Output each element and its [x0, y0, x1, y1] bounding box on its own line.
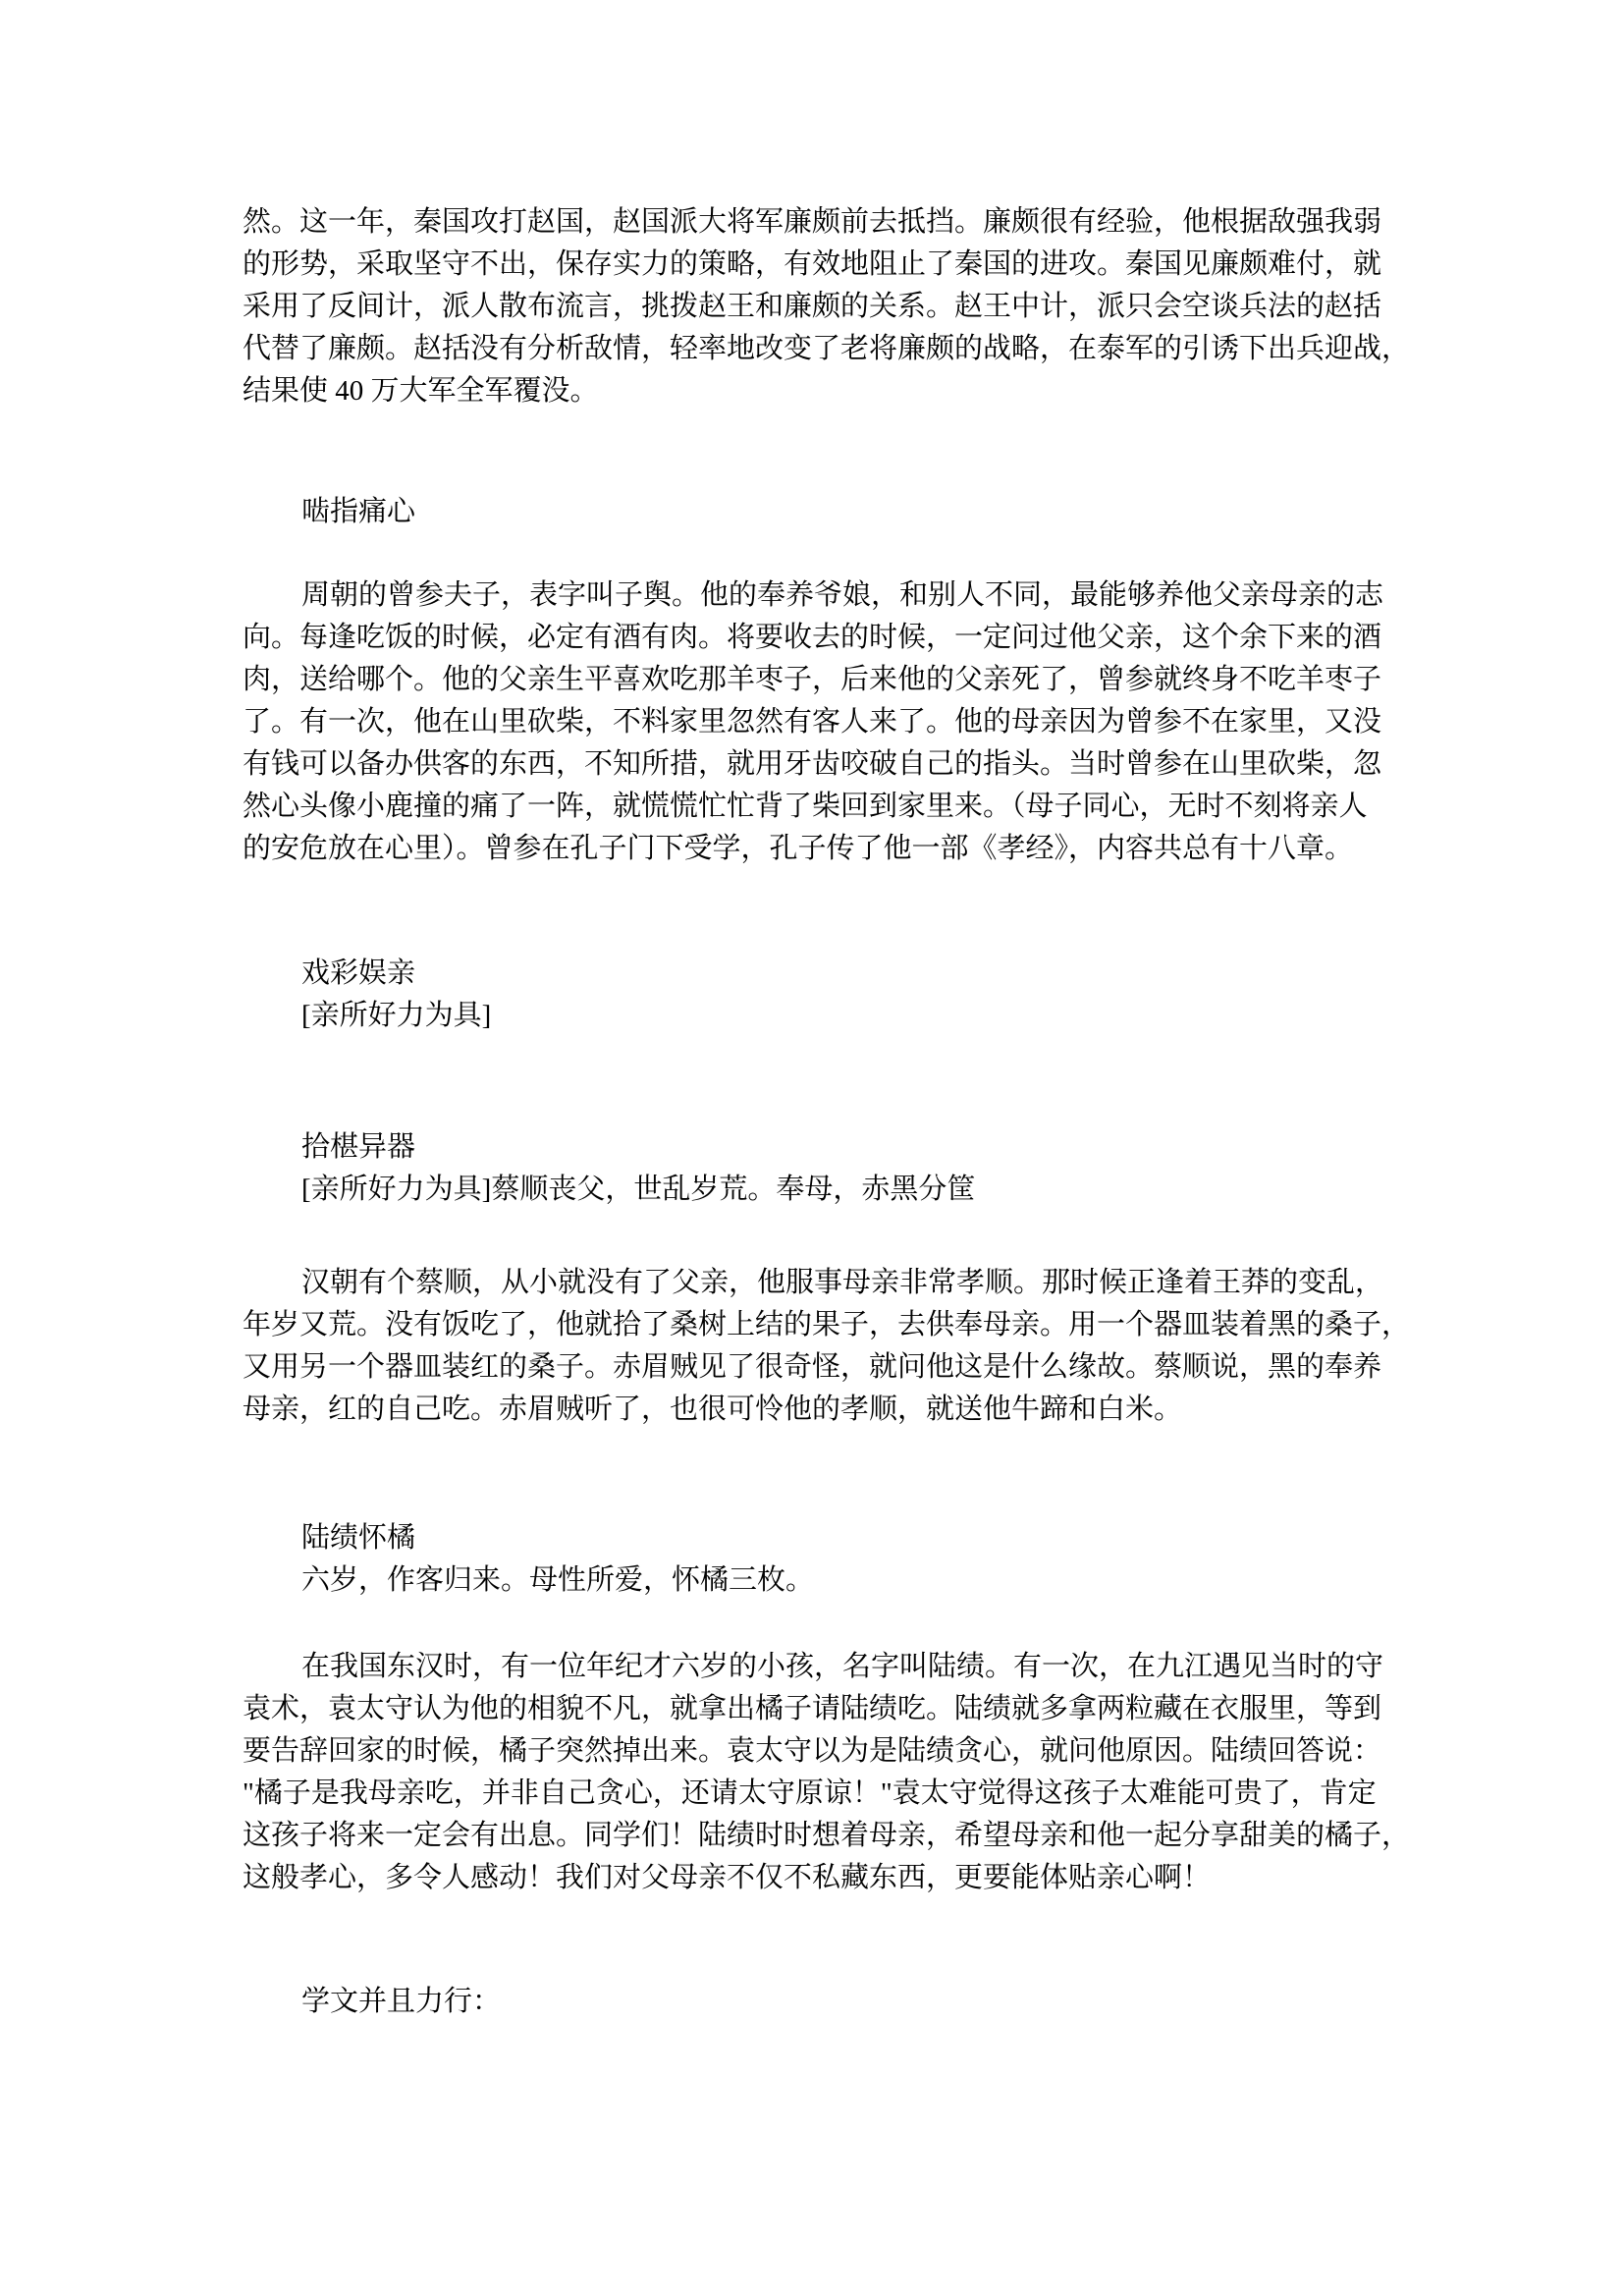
- body-line: 的安危放在心里）。曾参在孔子门下受学，孔子传了他一部《孝经》，内容共总有十八章。: [243, 833, 1354, 864]
- heading-line: 六岁，作客归来。母性所爱，怀橘三枚。: [301, 1564, 815, 1596]
- heading-line: 拾椹异器: [301, 1131, 416, 1163]
- body-line: 又用另一个器皿装红的桑子。赤眉贼见了很奇怪，就问他这是什么缘故。蔡顺说，黑的奉养: [243, 1351, 1382, 1383]
- heading-line: 啮指痛心: [301, 496, 416, 527]
- body-line: 要告辞回家的时候，橘子突然掉出来。袁太守以为是陆绩贪心，就问他原因。陆绩回答说：: [243, 1735, 1382, 1767]
- heading-line: [亲所好力为具]: [301, 1000, 492, 1031]
- heading-lu-ji-huai-ju: [243, 1517, 1391, 1602]
- body-line: 在我国东汉时，有一位年纪才六岁的小孩，名字叫陆绩。有一次，在九江遇见当时的守: [301, 1651, 1384, 1682]
- body-line: 周朝的曾参夫子，表字叫子舆。他的奉养爷娘，和别人不同，最能够养他父亲母亲的志: [301, 579, 1384, 611]
- body-line: 这孩子将来一定会有出息。同学们！陆绩时时想着母亲，希望母亲和他一起分享甜美的橘子，: [243, 1820, 1411, 1851]
- heading-xi-cai-yu-qin: [243, 953, 1391, 1037]
- paragraph-lu-ji: [243, 1646, 1411, 1899]
- body-line: 然心头像小鹿撞的痛了一阵，就慌慌忙忙背了柴回到家里来。（母子同心，无时不刻将亲人: [243, 791, 1368, 822]
- body-line: 袁术，袁太守认为他的相貌不凡，就拿出橘子请陆绩吃。陆绩就多拿两粒藏在衣服里，等到: [243, 1693, 1382, 1724]
- heading-shi-shen-yi-qi: [243, 1126, 1391, 1211]
- body-line: 的形势，采取坚守不出，保存实力的策略，有效地阻止了秦国的进攻。秦国见廉颇难付，就: [243, 248, 1382, 280]
- heading-line: [亲所好力为具]蔡顺丧父，世乱岁荒。奉母，赤黑分筐: [301, 1174, 976, 1205]
- heading-line: 学文并且力行：: [301, 1986, 502, 2017]
- body-line: 年岁又荒。没有饭吃了，他就拾了桑树上结的果子，去供奉母亲。用一个器皿装着黑的桑子，: [243, 1309, 1411, 1340]
- paragraph-zeng-shen: [243, 574, 1391, 870]
- body-line: 向。每逢吃饭的时候，必定有酒有肉。将要收去的时候，一定问过他父亲，这个余下来的酒: [243, 622, 1382, 653]
- body-line: 母亲，红的自己吃。赤眉贼听了，也很可怜他的孝顺，就送他牛蹄和白米。: [243, 1394, 1183, 1425]
- body-line: 这般孝心，多令人感动！我们对父母亲不仅不私藏东西，更要能体贴亲心啊！: [243, 1862, 1212, 1893]
- body-line: 代替了廉颇。赵括没有分析敌情，轻率地改变了老将廉颇的战略，在泰军的引诱下出兵迎战，: [243, 333, 1411, 364]
- heading-line: 戏彩娱亲: [301, 957, 416, 989]
- heading-xue-wen-li-xing: [243, 1981, 1391, 2023]
- body-line: 然。这一年，秦国攻打赵国，赵国派大将军廉颇前去抵挡。廉颇很有经验，他根据敌强我弱: [243, 206, 1382, 238]
- body-line: 了。有一次，他在山里砍柴，不料家里忽然有客人来了。他的母亲因为曾参不在家里，又没: [243, 706, 1382, 738]
- body-line: 采用了反间计，派人散布流言，挑拨赵王和廉颇的关系。赵王中计，派只会空谈兵法的赵括: [243, 291, 1382, 322]
- body-line: 肉，送给哪个。他的父亲生平喜欢吃那羊枣子，后来他的父亲死了，曾参就终身不吃羊枣子: [243, 664, 1382, 695]
- heading-nie-zhi-tong-xin: [243, 491, 1391, 533]
- heading-line: 陆绩怀橘: [301, 1522, 416, 1554]
- body-line: 有钱可以备办供客的东西，不知所措，就用牙齿咬破自己的指头。当时曾参在山里砍柴，忽: [243, 748, 1382, 780]
- body-line: "橘子是我母亲吃，并非自己贪心，还请太守原谅！"袁太守觉得这孩子太难能可贵了，肯定: [243, 1777, 1377, 1809]
- paragraph-lianpo-zhaokuo: [243, 201, 1411, 412]
- body-line: 汉朝有个蔡顺，从小就没有了父亲，他服事母亲非常孝顺。那时候正逢着王莽的变乱，: [301, 1267, 1384, 1298]
- body-line: 结果使 40 万大军全军覆没。: [243, 375, 599, 407]
- paragraph-cai-shun: [243, 1262, 1411, 1431]
